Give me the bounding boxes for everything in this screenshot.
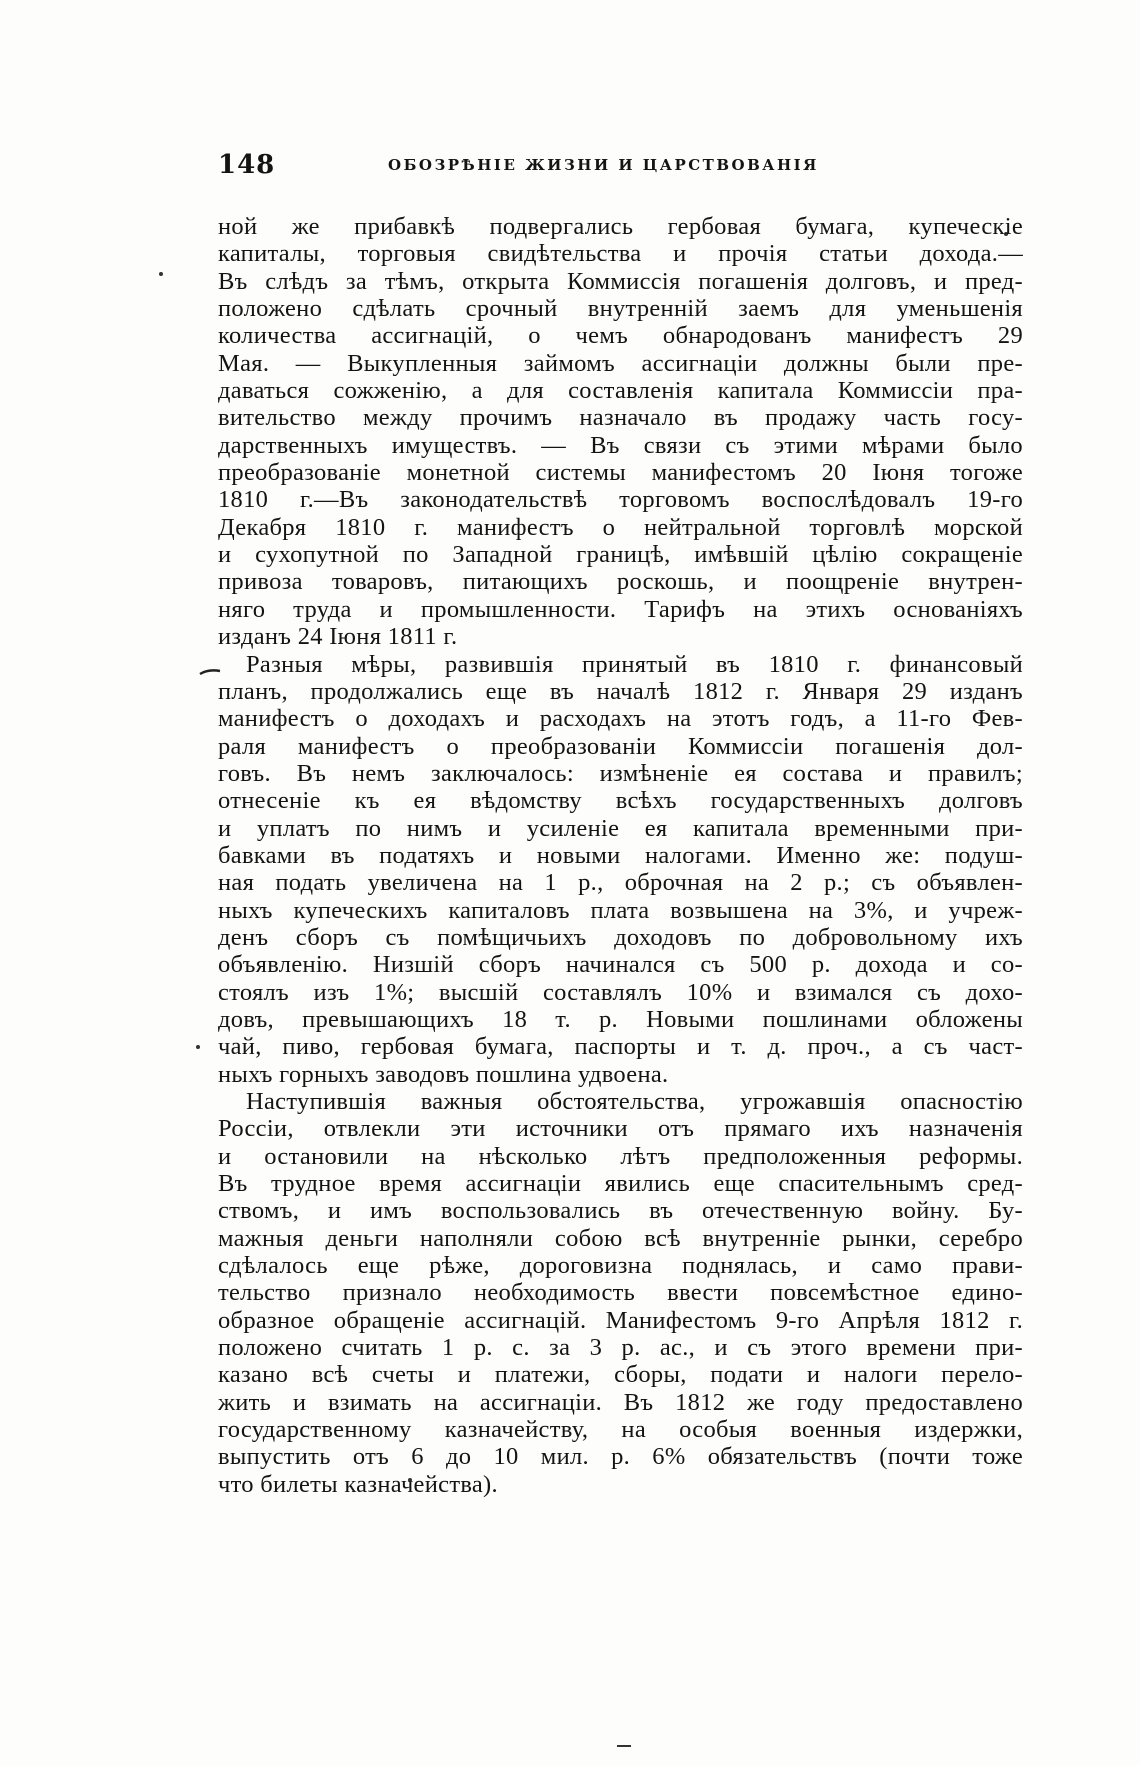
text-line: ная подать увеличена на 1 р., оброчная на 2 р.; съ объявлен- [218, 869, 1023, 897]
text-line: изданъ 24 Іюня 1811 г. [218, 623, 458, 651]
text-line: объявленію. Низшій сборъ начинался съ 500 р. дохода и со- [218, 951, 1023, 979]
text-line: выпустить отъ 6 до 10 мил. р. 6% обязательствъ (почти тоже [218, 1443, 1023, 1471]
text-line: Разныя мѣры, развившія принятый въ 1810 г. финансовый [246, 650, 1023, 678]
text-line: довъ, превышающихъ 18 т. р. Новыми пошлинами обложены [218, 1005, 1023, 1033]
body-text [218, 213, 1023, 1498]
text-line: манифестъ о доходахъ и расходахъ на этотъ годъ, а 11-го Фев- [218, 705, 1023, 733]
text-line: и сухопутной по Западной границѣ, имѣвшій цѣлію сокращеніе [218, 541, 1023, 569]
text-line: Россіи, отвлекли эти источники отъ прямаго ихъ назначенія [218, 1115, 1023, 1143]
text-line: Въ слѣдъ за тѣмъ, открыта Коммиссія погашенія долговъ, и пред- [218, 267, 1023, 295]
text-line: государственному казначейству, на особыя военныя издержки, [218, 1416, 1023, 1444]
text-line: ной же прибавкѣ подвергались гербовая бумага, купеческіе [218, 213, 1023, 240]
text-line: ныхъ купеческихъ капиталовъ плата возвышена на 3%, и учреж- [218, 896, 1023, 924]
text-line: образное обращеніе ассигнацій. Манифестомъ 9-го Апрѣля 1812 г. [218, 1306, 1023, 1334]
text-line: ныхъ горныхъ заводовъ пошлина удвоена. [218, 1060, 669, 1088]
text-line: няго труда и промышленности. Тарифъ на этихъ основаніяхъ [218, 595, 1023, 623]
stray-dash [617, 1745, 631, 1747]
text-line: раля манифестъ о преобразованіи Коммиссіи погашенія дол- [218, 732, 1023, 760]
stray-dot [159, 272, 163, 276]
text-line: даваться сожженію, а для составленія капитала Коммиссіи пра- [218, 377, 1023, 405]
text-line: Мая. — Выкупленныя займомъ ассигнаціи должны были пре- [218, 349, 1023, 377]
text-line: планъ, продолжались еще въ началѣ 1812 г. Января 29 изданъ [218, 677, 1023, 705]
text-line: жить и взимать на ассигнаціи. Въ 1812 же году предоставлено [218, 1388, 1023, 1416]
text-line: стоялъ изъ 1%; высшій составлялъ 10% и взимался съ дохо- [218, 978, 1023, 1006]
paragraph [218, 1088, 1023, 1498]
paragraph [218, 651, 1023, 1089]
text-line: преобразованіе монетной системы манифестомъ 20 Іюня тогоже [218, 459, 1023, 487]
text-line: Въ трудное время ассигнаціи явились еще спасительнымъ сред- [218, 1170, 1023, 1198]
running-title: ОБОЗРѢНІЕ ЖИЗНИ И ЦАРСТВОВАНІЯ [388, 156, 819, 174]
text-line: тельство признало необходимость ввести повсемѣстное едино- [218, 1279, 1023, 1307]
text-line: мажныя деньги наполняли собою всѣ внутренніе рынки, серебро [218, 1224, 1023, 1252]
text-line: Декабря 1810 г. манифестъ о нейтральной торговлѣ морской [218, 513, 1023, 541]
text-line: ствомъ, и имъ воспользовались въ отечественную войну. Бу- [218, 1197, 1023, 1225]
text-line: отнесеніе къ ея вѣдомству всѣхъ государственныхъ долговъ [218, 787, 1023, 815]
paragraph [218, 213, 1023, 651]
text-line: привоза товаровъ, питающихъ роскошь, и поощреніе внутрен- [218, 568, 1023, 596]
page-number: 148 [218, 150, 276, 180]
text-line: 1810 г.—Въ законодательствѣ торговомъ воспослѣдовалъ 19-го [218, 486, 1023, 514]
text-line: сдѣлалось еще рѣже, дороговизна поднялась, и само прави- [218, 1252, 1023, 1280]
text-line: вительство между прочимъ назначало въ продажу часть госу- [218, 404, 1023, 432]
text-line: бавками въ податяхъ и новыми налогами. Именно же: подуш- [218, 841, 1023, 869]
text-line: что билеты казначейства). [218, 1470, 498, 1498]
stray-dot [196, 1045, 200, 1049]
text-line: чай, пиво, гербовая бумага, паспорты и т. д. проч., а съ част- [218, 1033, 1023, 1061]
text-line: положено считать 1 р. с. за 3 р. ас., и съ этого времени при- [218, 1334, 1023, 1362]
text-line: количества ассигнацій, о чемъ обнародованъ манифестъ 29 [218, 322, 1023, 350]
text-line: Наступившія важныя обстоятельства, угрожавшія опасностію [246, 1088, 1023, 1115]
text-line: дарственныхъ имуществъ. — Въ связи съ этими мѣрами было [218, 431, 1023, 459]
text-line: и остановили на нѣсколько лѣтъ предположенныя реформы. [218, 1142, 1023, 1170]
text-line: и уплатъ по нимъ и усиленіе ея капитала временными при- [218, 814, 1023, 842]
text-line: капиталы, торговыя свидѣтельства и прочія статьи дохода.— [218, 240, 1023, 268]
text-line: положено сдѣлать срочный внутренній заемъ для уменьшенія [218, 295, 1023, 323]
text-line: говъ. Въ немъ заключалось: измѣненіе ея состава и правилъ; [218, 759, 1023, 787]
running-head [218, 150, 1023, 180]
text-line: денъ сборъ съ помѣщичьихъ доходовъ по добровольному ихъ [218, 923, 1023, 951]
text-line: казано всѣ счеты и платежи, сборы, подати и налоги перело- [218, 1361, 1023, 1389]
